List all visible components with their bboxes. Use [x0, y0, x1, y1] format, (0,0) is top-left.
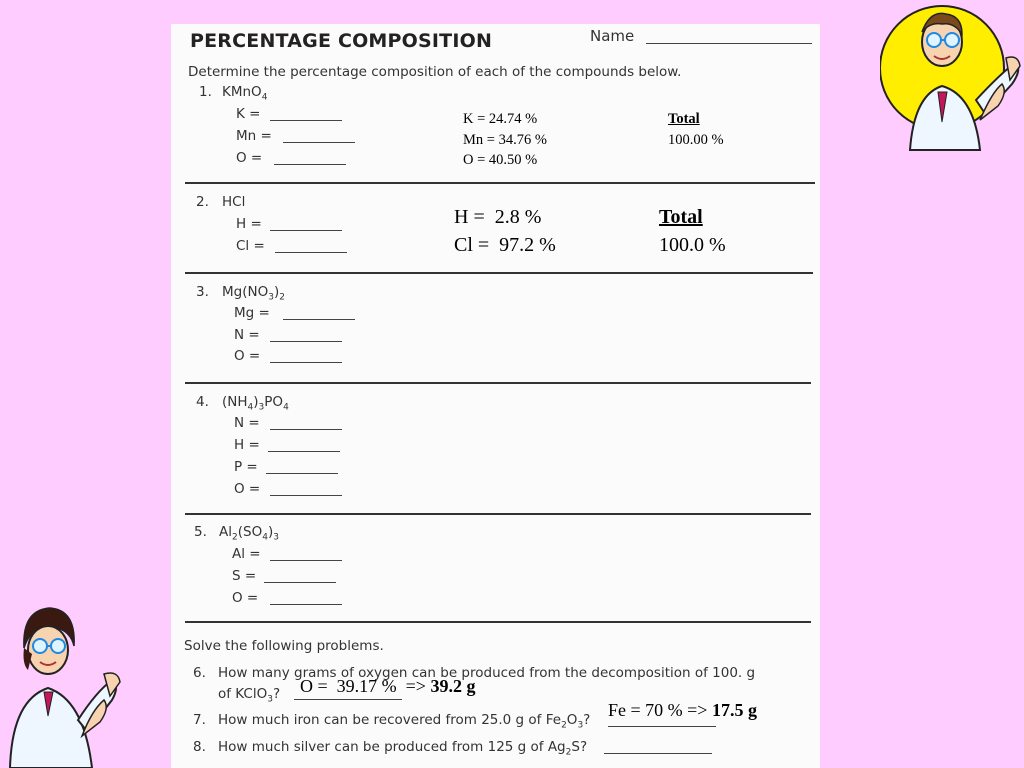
section-divider [185, 182, 815, 184]
q1-formula: KMnO$_4$ [222, 84, 268, 103]
section-divider [185, 513, 811, 515]
worksheet-title: PERCENTAGE COMPOSITION [190, 30, 493, 52]
q4-element: H = [234, 437, 260, 453]
q5-element: Al = [232, 546, 261, 562]
problem-7-answer-value: 17.5 g [711, 700, 757, 720]
answer-blank [270, 362, 342, 363]
q2-answer: Cl = 97.2 % [454, 234, 556, 256]
scientist-man-clapping-icon [880, 0, 1024, 162]
answer-blank [274, 164, 346, 165]
problem-7-number: 7. [193, 712, 206, 728]
answer-blank [604, 753, 712, 754]
answer-blank [608, 726, 716, 727]
section-divider [185, 621, 811, 623]
answer-blank [266, 473, 338, 474]
scientist-woman-clapping-icon [0, 600, 128, 768]
name-line [646, 43, 812, 44]
answer-blank [270, 120, 342, 121]
problem-6-answer [300, 676, 475, 697]
q2-answers [454, 203, 556, 259]
q2-total [659, 203, 726, 259]
q2-element: H = [236, 216, 262, 232]
q1-total [668, 109, 724, 150]
q2-label: 2. [196, 194, 209, 210]
q1-answers [463, 109, 547, 171]
q5-formula: $Al_2(SO_4)_3$ [219, 524, 279, 543]
q3-label: 3. [196, 284, 209, 300]
q1-element: Mn = [236, 128, 272, 144]
answer-blank [294, 699, 402, 700]
q2-formula: HCl [222, 194, 246, 210]
answer-blank [268, 451, 340, 452]
q4-element: N = [234, 415, 260, 431]
name-label: Name [590, 27, 635, 45]
problem-6-text-2: of KClO$_3$? [218, 686, 281, 705]
answer-blank [270, 495, 342, 496]
problem-7-answer-text: Fe = 70 % => [608, 700, 712, 720]
problem-6-answer-text: O = 39.17 % => [300, 676, 431, 696]
q2-element: Cl = [236, 238, 265, 254]
q2-answer: H = 2.8 % [454, 206, 542, 228]
q2-total-label: Total [659, 206, 703, 228]
answer-blank [270, 429, 342, 430]
solve-heading: Solve the following problems. [184, 638, 384, 654]
problem-6-number: 6. [193, 665, 206, 681]
q3-element: Mg = [234, 305, 270, 321]
answer-blank [283, 319, 355, 320]
q3-formula: $Mg(NO_3)_2$ [222, 284, 285, 303]
q4-element: O = [234, 481, 261, 497]
problem-7-answer [608, 700, 757, 721]
q5-element: S = [232, 568, 257, 584]
problem-8-number: 8. [193, 739, 206, 755]
q1-total-value: 100.00 % [668, 131, 724, 148]
q1-answer: Mn = 34.76 % [463, 131, 547, 148]
problem-6-answer-value: 39.2 g [430, 676, 476, 696]
answer-blank [270, 604, 342, 605]
q5-element: O = [232, 590, 259, 606]
answer-blank [275, 252, 347, 253]
q2-total-value: 100.0 % [659, 234, 726, 256]
answer-blank [270, 560, 342, 561]
problem-8-text: How much silver can be produced from 125 g of $Ag_2S$? [218, 739, 588, 758]
q1-label: 1. [199, 84, 212, 100]
q4-label: 4. [196, 394, 209, 410]
section-divider [185, 382, 811, 384]
answer-blank [264, 582, 336, 583]
problem-6-text: How many grams of oxygen can be produced from the decomposition of 100. g [218, 665, 756, 681]
answer-blank [270, 230, 342, 231]
problem-7-text: How much iron can be recovered from 25.0 g of $Fe_2O_3$? [218, 712, 591, 731]
section-divider [185, 272, 813, 274]
q4-formula: $(NH_4)_3PO_4$ [222, 394, 289, 413]
q1-answer: O = 40.50 % [463, 152, 538, 168]
q1-total-label: Total [668, 111, 700, 127]
q4-element: P = [234, 459, 258, 475]
q5-label: 5. [194, 524, 207, 540]
q1-answer: K = 24.74 % [463, 111, 538, 127]
q3-element: O = [234, 348, 261, 364]
q1-element: O = [236, 150, 263, 166]
instructions: Determine the percentage composition of each of the compounds below. [188, 64, 682, 80]
q3-element: N = [234, 327, 260, 343]
answer-blank [283, 142, 355, 143]
q1-element: K = [236, 106, 261, 122]
answer-blank [270, 341, 342, 342]
